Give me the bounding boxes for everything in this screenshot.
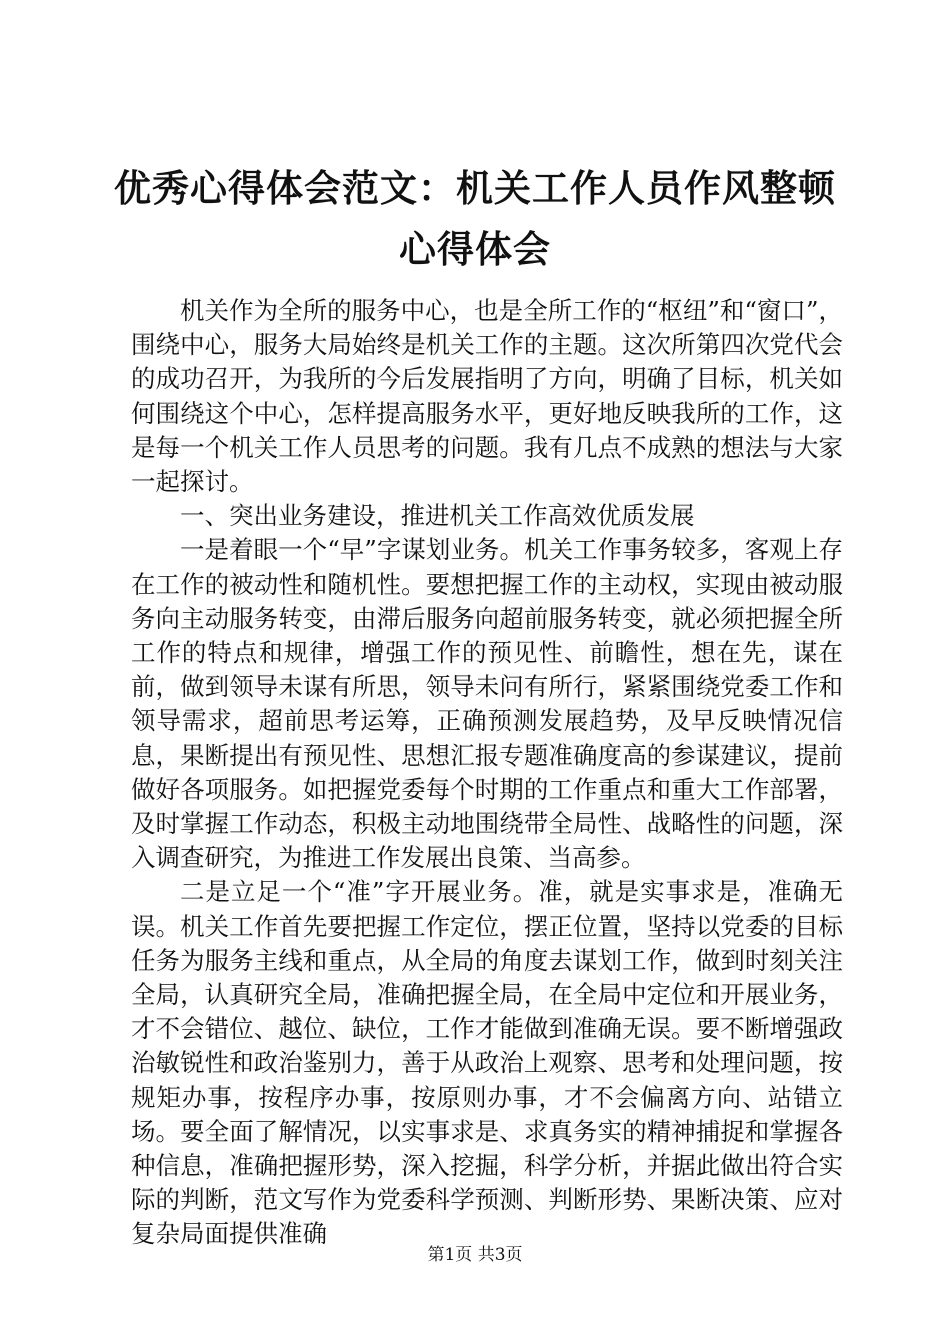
section-heading: 一、突出业务建设，推进机关工作高效优质发展 xyxy=(180,501,695,531)
document-title: 优秀心得体会范文：机关工作人员作风整顿心得体会 xyxy=(114,166,836,271)
body-paragraph: 一是着眼一个“早”字谋划业务。机关工作事务较多，客观上存在工作的被动性和随机性。要想把握工作的主动权，实现由被动服务向主动服务转变，由滞后服务向超前服务转变，就必须把握全所工作的特点和规律，增强工作的预见性、前瞻性，想在先，谋在前，做到领导未谋有所思，领导未问有所行，紧紧围绕党委工作和领导需求，超前思考运筹，正确预测发展趋势，及早反映情况信息，果断提出有预见性、思想汇报专题准确度高的参谋建议，提前做好各项服务。如把握党委每个时期的工作重点和重大工作部署，及时掌握工作动态，积极主动地围绕带全局性、战略性的问题，深入调查研究，为推进工作发展出良策、当高参。 xyxy=(131,535,843,873)
document-body xyxy=(131,294,843,1252)
body-paragraph: 二是立足一个“准”字开展业务。准，就是实事求是，准确无误。机关工作首先要把握工作定位，摆正位置，坚持以党委的目标任务为服务主线和重点，从全局的角度去谋划工作，做到时刻关注全局，认真研究全局，准确把握全局，在全局中定位和开展业务，才不会错位、越位、缺位，工作才能做到准确无误。要不断增强政治敏锐性和政治鉴别力，善于从政治上观察、思考和处理问题，按规矩办事，按程序办事，按原则办事，才不会偏离方向、站错立场。要全面了解情况，以实事求是、求真务实的精神捕捉和掌握各种信息，准确把握形势，深入挖掘，科学分析，并据此做出符合实际的判断，范文写作为党委科学预测、判断形势、果断决策、应对复杂局面提供准确 xyxy=(131,877,843,1249)
page-number-footer: 第1页 共3页 xyxy=(427,1245,523,1265)
body-paragraph: 机关作为全所的服务中心，也是全所工作的“枢纽”和“窗口”，围绕中心，服务大局始终是机关工作的主题。这次所第四次党代会的成功召开，为我所的今后发展指明了方向，明确了目标，机关如何围绕这个中心，怎样提高服务水平，更好地反映我所的工作，这是每一个机关工作人员思考的问题。我有几点不成熟的想法与大家一起探讨。 xyxy=(131,296,843,497)
